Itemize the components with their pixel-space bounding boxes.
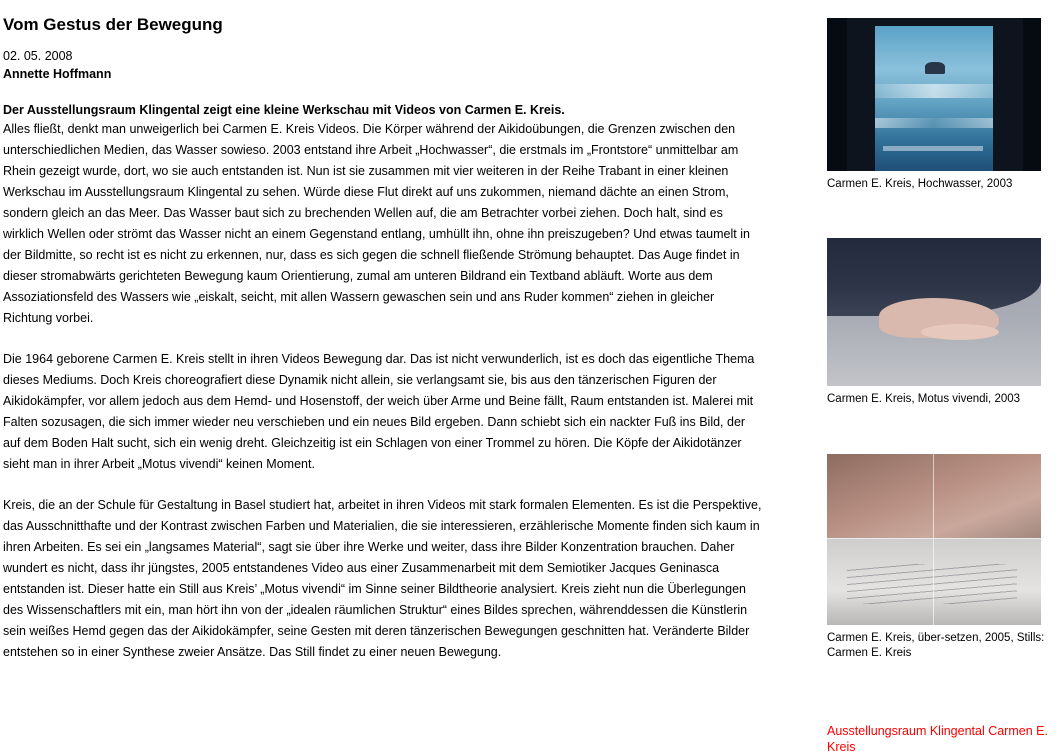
article-paragraph: Alles fließt, denkt man unweigerlich bei Carmen E. Kreis Videos. Die Körper während der Aikidoübungen, die Grenzen zwischen den unterschiedlichen Medien, das Wasser sowieso. 2003 entstand ihre Arbeit „Hochwasser“, die erstmals im „Frontstore“ unmittelbar am Rhein gezeigt wurde, dort, wo sie auch entstanden ist. Nun ist sie zusammen mit vier weiteren in der Reihe Trabant in einer kleinen Werkschau im Ausstellungsraum Klingental zu sehen. Würde diese Flut direkt auf uns zukommen, niemand dächte an einen Strom, sondern gleich an das Meer. Das Wasser baut sich zu brechenden Wellen auf, die am Betrachter vorbei ziehen. Doch halt, sind es wirklich Wellen oder strömt das Wasser nicht an einem Gegenstand entlang, umhüllt ihn, ohne ihn preiszugeben? Und etwas taumelt in der Bildmitte, so recht ist es nicht zu erkennen, nur, dass es sich gegen die schnell fließende Strömung behauptet. Das Auge findet in dieser stromabwärts gerichteten Bewegung kaum Orientierung, zumal am unteren Bildrand ein Textband abläuft. Worte aus dem Assoziationsfeld des Wassers wie „eiskalt, seicht, mit allen Wassern gewaschen sein und ans Ruder kommen“ ziehen in gleicher Richtung vorbei. bbox=[3, 122, 750, 325]
figure-caption: Carmen E. Kreis, Motus vivendi, 2003 bbox=[827, 393, 1021, 405]
figure-caption: Carmen E. Kreis, Hochwasser, 2003 bbox=[827, 178, 1013, 190]
figure-caption: Carmen E. Kreis, über-setzen, 2005, Stills: Carmen E. Kreis bbox=[827, 632, 1045, 659]
exhibition-link[interactable]: Ausstellungsraum Klingental Carmen E. Kreis bbox=[827, 724, 1048, 754]
article-date: 02. 05. 2008 bbox=[3, 49, 73, 63]
figure-hochwasser bbox=[827, 18, 1059, 192]
article-author: Annette Hoffmann bbox=[3, 67, 112, 81]
figure-motus-vivendi bbox=[827, 238, 1059, 407]
figure-ueber-setzen bbox=[827, 454, 1059, 661]
article-paragraph: Kreis, die an der Schule für Gestaltung in Basel studiert hat, arbeitet in ihren Videos mit stark formalen Elementen. Es ist die Perspektive, das Ausschnitthafte und der Kontrast zwischen Farben und Materialien, die sie interessieren, erzählerische Momente finden sich kaum in ihren Arbeiten. Es sei ein „langsames Material“, sagt sie über ihre Werke und weiter, dass ihre Bilder Konzentration brauchen. Daher wundert es nicht, dass ihr jüngstes, 2005 entstandenes Video aus einer Zusammenarbeit mit dem Semiotiker Jacques Geninasca entstanden ist. Dieser hatte ein Still aus Kreis’ „Motus vivendi“ im Sinne seiner Bildtheorie analysiert. Kreis zieht nun die Überlegungen des Wissenschaftlers mit ein, man hört ihn von der „idealen räumlichen Struktur“ eines Bildes sprechen, währenddessen die Künstlerin sein weißes Hemd gegen das der Aikidokämpfer, seine Gesten mit deren tänzerischen Bewegungen geschnitten hat. Veränderte Bilder entstehen so in einer Synthese zweier Ansätze. Das Still findet zu einer neuen Bewegung. bbox=[3, 498, 762, 659]
hochwasser-image bbox=[827, 18, 1041, 171]
motus-vivendi-image bbox=[827, 238, 1041, 386]
sidebar bbox=[827, 18, 1059, 755]
ueber-setzen-image bbox=[827, 454, 1041, 625]
article-lead: Der Ausstellungsraum Klingental zeigt eine kleine Werkschau mit Videos von Carmen E. Kreis. bbox=[3, 103, 565, 117]
article bbox=[3, 14, 763, 683]
article-paragraph: Die 1964 geborene Carmen E. Kreis stellt in ihren Videos Bewegung dar. Das ist nicht verwunderlich, ist es doch das eigentliche Thema dieses Mediums. Doch Kreis choreografiert diese Dynamik nicht allein, sie verlangsamt sie, bis aus den tänzerischen Figuren der Aikidokämpfer, vor allem jedoch aus dem Hemd- und Hosenstoff, der weich über Arme und Beine fällt, Raum entstanden ist. Malerei mit Falten sozusagen, die sich immer wieder neu verschieben und ein neues Bild ergeben. Dann schiebt sich ein nackter Fuß ins Bild, der auf dem Boden Halt sucht, sich ein wenig dreht. Gleichzeitig ist ein Schlagen von einer Trommel zu hören. Die Köpfe der Aikidotänzer sieht man in ihrer Arbeit „Motus vivendi“ keinen Moment. bbox=[3, 352, 755, 471]
article-title: Vom Gestus der Bewegung bbox=[3, 15, 223, 34]
